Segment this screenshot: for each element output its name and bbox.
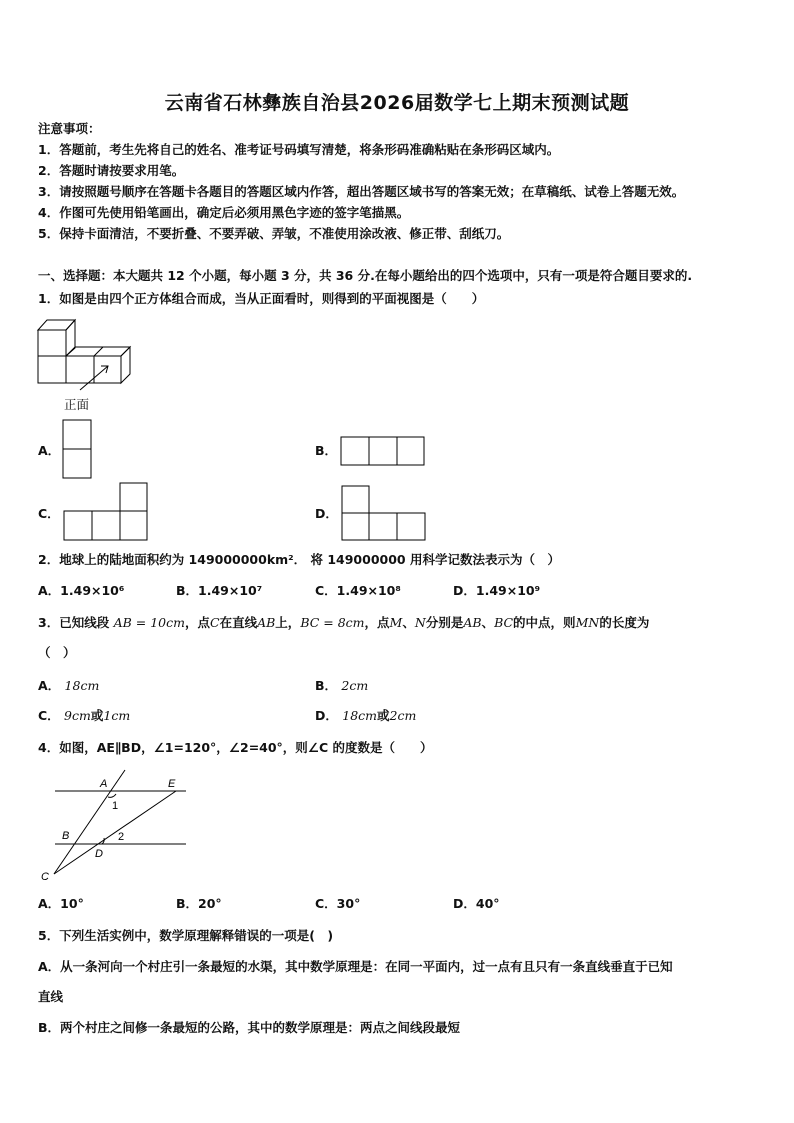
q3-text: 的中点，则 (513, 615, 576, 630)
angle-2-label: 2 (118, 831, 125, 843)
notice-item: 5．保持卡面清洁，不要折叠、不要弄破、弄皱，不准使用涂改液、修正带、刮纸刀。 (38, 226, 510, 241)
point-c-label: C (41, 871, 49, 883)
q3-option-c-or: 或 (90, 708, 104, 723)
question-2-stem: 2．地球上的陆地面积约为 149000000km²． 将 149000000 用科学记数法表示为（ ） (38, 552, 560, 567)
q3-option-a-label: A． (38, 678, 61, 693)
q3-option-a-value: 18cm (64, 678, 100, 693)
q3-option-d-value: 2cm (389, 708, 417, 723)
q3-text: 、 (481, 615, 495, 630)
notice-heading: 注意事项： (38, 121, 101, 136)
line-ca (54, 770, 125, 874)
q3-answer-bracket: （ ） (38, 645, 76, 660)
q4-option-d[interactable]: D．40° (453, 896, 500, 911)
q3-option-d-value: 18cm (342, 708, 378, 723)
q3-math: C (209, 615, 220, 630)
q3-text: 上， (275, 615, 301, 630)
q3-option-b-label: B． (315, 678, 338, 693)
q5-option-b[interactable]: B．两个村庄之间修一条最短的公路，其中的数学原理是：两点之间线段最短 (38, 1020, 461, 1035)
section-heading: 一、选择题：本大题共 12 个小题，每小题 3 分，共 36 分.在每小题给出的四个选项中，只有一项是符合题目要求的. (38, 268, 693, 283)
q3-text: ，点 (364, 615, 390, 630)
q3-text: ，点 (184, 615, 210, 630)
q3-text: 分别是 (425, 615, 464, 630)
q3-option-d-label: D． (315, 708, 338, 723)
q3-option-b-value: 2cm (341, 678, 369, 693)
q2-option-d[interactable]: D．1.49×10⁹ (453, 583, 541, 598)
q5-option-a-continued: 直线 (38, 989, 64, 1004)
angle-1-arc (108, 794, 116, 797)
point-a-label: A (100, 778, 108, 790)
front-view-label: 正面 (64, 397, 90, 412)
notice-item: 3．请按照题号顺序在答题卡各题目的答题区域内作答，超出答题区域书写的答案无效；在草稿纸、试卷上答题无效。 (38, 184, 685, 199)
question-4-stem: 4．如图，AE∥BD，∠1=120°，∠2=40°，则∠C 的度数是（ ） (38, 740, 433, 755)
q3-option-c-value: 9cm (64, 708, 91, 723)
page-title: 云南省石林彝族自治县2026届数学七上期末预测试题 (164, 92, 630, 114)
q3-option-d-or: 或 (377, 708, 390, 723)
q4-option-a[interactable]: A．10° (38, 896, 84, 911)
point-e-label: E (168, 778, 176, 790)
point-b-label: B (62, 830, 70, 842)
point-d-label: D (95, 848, 103, 860)
q3-text: 在直线 (219, 615, 258, 630)
q5-option-a[interactable]: A．从一条河向一个村庄引一条最短的水渠，其中数学原理是：在同一平面内，过一点有且只有一条直线垂直于已知 (38, 959, 673, 974)
q4-option-c[interactable]: C．30° (315, 896, 361, 911)
notice-item: 2．答题时请按要求用笔。 (38, 163, 185, 178)
q3-math: N (414, 615, 426, 630)
q3-math: BC (494, 615, 514, 630)
q3-math: M (389, 615, 403, 630)
q2-option-c[interactable]: C．1.49×10⁸ (315, 583, 401, 598)
q1-option-b-label[interactable]: B． (315, 443, 338, 458)
angle-1-label: 1 (112, 800, 119, 812)
q3-text: 的长度为 (599, 615, 650, 630)
q4-option-b[interactable]: B．20° (176, 896, 222, 911)
q3-math: MN (575, 615, 600, 630)
q1-option-d-label[interactable]: D． (315, 506, 338, 521)
q3-option-c-value: 1cm (103, 708, 131, 723)
question-1-stem: 1．如图是由四个正方体组合而成，当从正面看时，则得到的平面视图是（ ） (38, 291, 485, 306)
q1-option-a-label[interactable]: A． (38, 443, 61, 458)
q3-math: AB (463, 615, 482, 630)
q3-text: 、 (402, 615, 415, 630)
q2-option-a[interactable]: A．1.49×10⁶ (38, 583, 125, 598)
q3-math: AB (257, 615, 276, 630)
q2-option-b[interactable]: B．1.49×10⁷ (176, 583, 263, 598)
notice-item: 4．作图可先使用铅笔画出，确定后必须用黑色字迹的签字笔描黑。 (38, 205, 410, 220)
question-5-stem: 5．下列生活实例中，数学原理解释错误的一项是( ) (38, 928, 334, 943)
q3-math: AB = 10cm (113, 615, 185, 630)
q1-option-c-label[interactable]: C． (38, 506, 60, 521)
q3-text: 3．已知线段 (38, 615, 110, 630)
notice-item: 1．答题前，考生先将自己的姓名、准考证号码填写清楚，将条形码准确粘贴在条形码区域内。 (38, 142, 560, 157)
q3-math: BC = 8cm (300, 615, 365, 630)
q3-option-c-label: C． (38, 708, 60, 723)
